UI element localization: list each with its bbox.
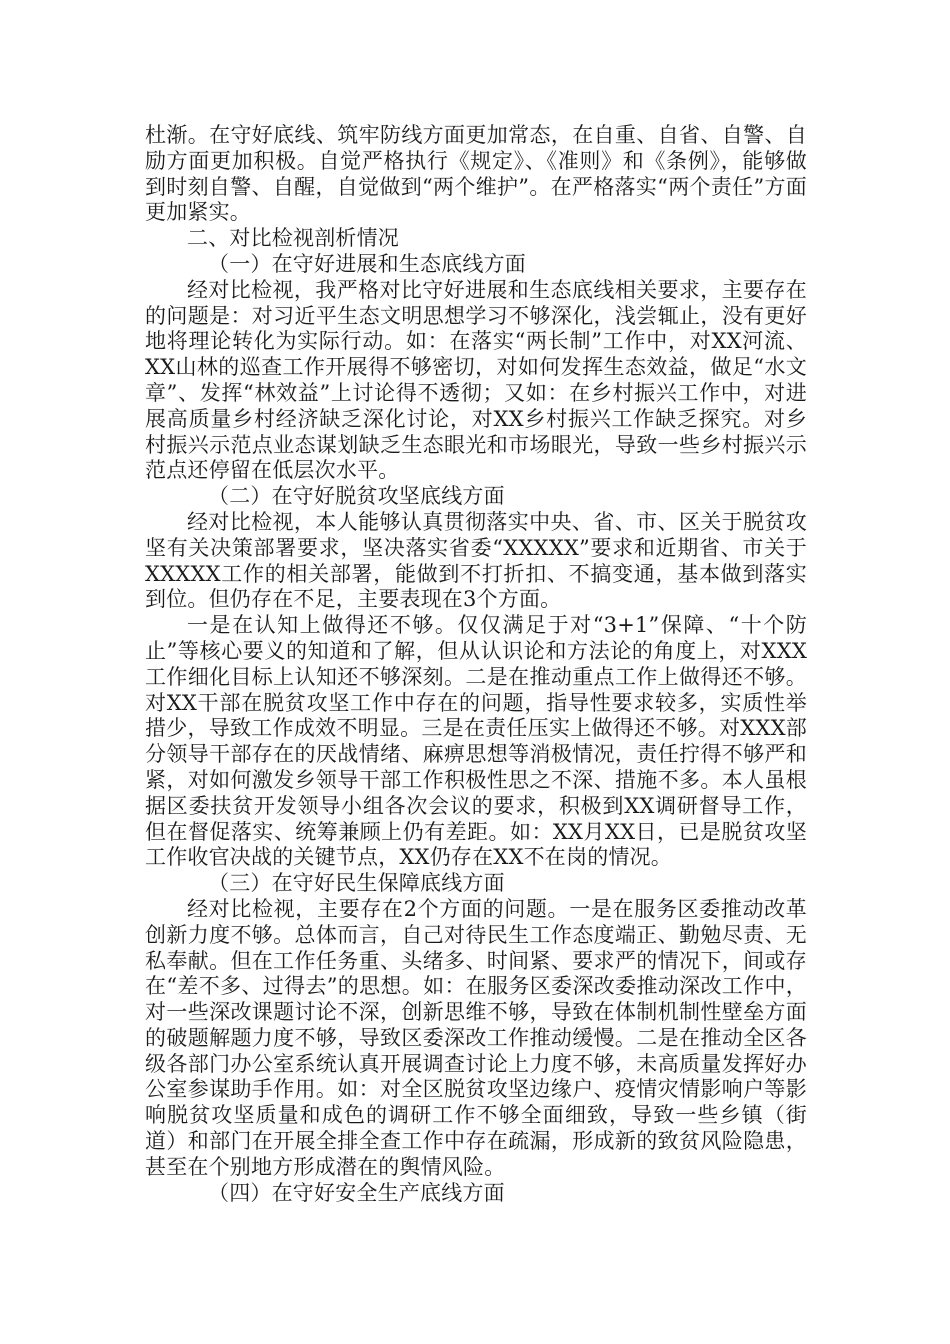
section-heading-2: 二、对比检视剖析情况 <box>187 226 399 251</box>
document-page <box>145 123 807 1206</box>
paragraph-continuation: 杜渐。在守好底线、筑牢防线方面更加常态，在自重、自省、自警、自励方面更加积极。自觉严格执行《规定》、《准则》和《条例》，能够做到时刻自警、自醒，自觉做到“两个维护”。在严格落实“两个责任”方面更加紧实。 <box>145 123 807 225</box>
subsection-heading-3: （三）在守好民生保障底线方面 <box>208 871 505 896</box>
subsection-heading-1: （一）在守好进展和生态底线方面 <box>208 251 526 276</box>
paragraph-poverty-intro: 经对比检视，本人能够认真贯彻落实中央、省、市、区关于脱贫攻坚有关决策部署要求，坚决落实省委“XXXXX”要求和近期省、市关于XXXXX工作的相关部署，能做到不打折扣、不搞变通，基本做到落实到位。但仍存在不足，主要表现在3个方面。 <box>145 509 807 612</box>
subsection-heading-4: （四）在守好安全生产底线方面 <box>208 1180 505 1205</box>
subsection-heading-2: （二）在守好脱贫攻坚底线方面 <box>208 484 505 509</box>
paragraph-ecology: 经对比检视，我严格对比守好进展和生态底线相关要求，主要存在的问题是：对习近平生态文明思想学习不够深化，浅尝辄止，没有更好地将理论转化为实际行动。如：在落实“两长制”工作中，对XX河流、XX山林的巡查工作开展得不够密切，对如何发挥生态效益，做足“水文章”、发挥“林效益”上讨论得不透彻；又如：在乡村振兴工作中，对进展高质量乡村经济缺乏深化讨论，对XX乡村振兴工作缺乏探究。对乡村振兴示范点业态谋划缺乏生态眼光和市场眼光，导致一些乡村振兴示范点还停留在低层次水平。 <box>145 277 807 483</box>
paragraph-poverty-details: 一是在认知上做得还不够。仅仅满足于对“3+1”保障、“十个防止”等核心要义的知道和了解，但从认识论和方法论的角度上，对XXX工作细化目标上认知还不够深刻。二是在推动重点工作上做得还不够。对XX干部在脱贫攻坚工作中存在的问题，指导性要求较多，实质性举措少，导致工作成效不明显。三是在责任压实上做得还不够。对XXX部分领导干部存在的厌战情绪、麻痹思想等消极情况，责任拧得不够严和紧，对如何激发乡领导干部工作积极性思之不深、措施不多。本人虽根据区委扶贫开发领导小组各次会议的要求，积极到XX调研督导工作，但在督促落实、统筹兼顾上仍有差距。如：XX月XX日，已是脱贫攻坚工作收官决战的关键节点，XX仍存在XX不在岗的情况。 <box>145 613 807 870</box>
paragraph-livelihood: 经对比检视，主要存在2个方面的问题。一是在服务区委推动改革创新力度不够。总体而言，自己对待民生工作态度端正、勤勉尽责、无私奉献。但在工作任务重、头绪多、时间紧、要求严的情况下，间或存在“差不多、过得去”的思想。如：在服务区委深改委推动深改工作中，对一些深改课题讨论不深，创新思维不够，导致在体制机制性壁垒方面的破题解题力度不够，导致区委深改工作推动缓慢。二是在推动全区各级各部门办公室系统认真开展调查讨论上力度不够，未高质量发挥好办公室参谋助手作用。如：对全区脱贫攻坚边缘户、疫情灾情影响户等影响脱贫攻坚质量和成色的调研工作不够全面细致，导致一些乡镇（街道）和部门在开展全排全查工作中存在疏漏，形成新的致贫风险隐患，甚至在个别地方形成潜在的舆情风险。 <box>145 896 807 1179</box>
